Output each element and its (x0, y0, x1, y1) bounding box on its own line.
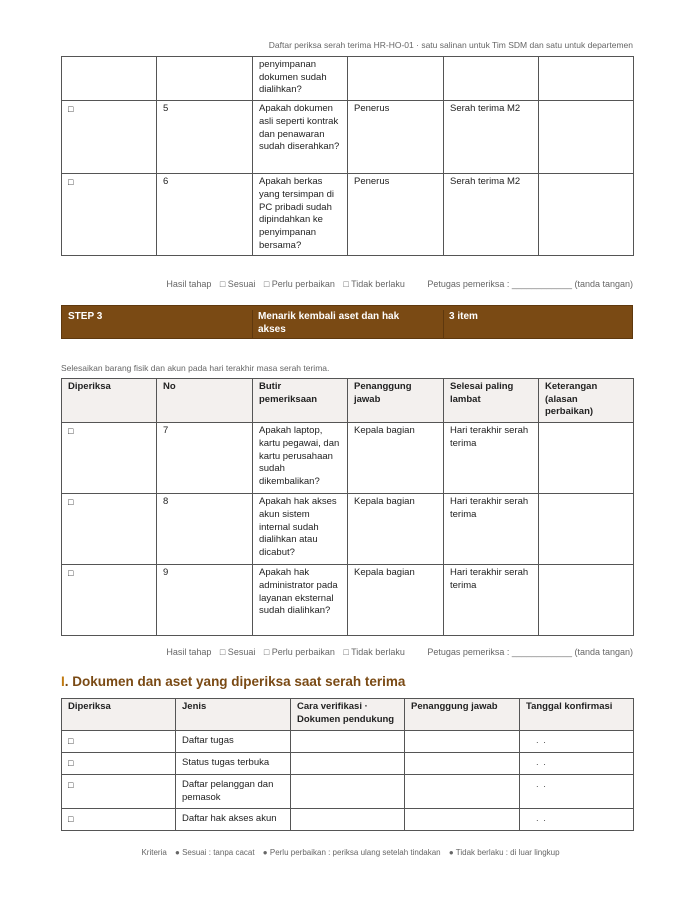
pic-cell: Penerus (348, 174, 444, 256)
step-divider (252, 310, 253, 338)
note-cell[interactable] (539, 494, 634, 565)
table-row (62, 565, 634, 636)
table-row (62, 423, 634, 494)
step-title: Menarik kembali aset dan hak akses (258, 311, 400, 335)
table-row (62, 57, 634, 101)
item-cell: Apakah hak administrator pada layanan eksternal sudah dialihkan? (253, 565, 348, 636)
step-3-note: Selesaikan barang fisik dan akun pada hari terakhir masa serah terima. (61, 363, 330, 373)
type-cell: Daftar pelanggan dan pemasok (176, 775, 291, 809)
criteria-footer (0, 848, 695, 857)
pic-cell[interactable] (405, 809, 520, 831)
pic-cell: Kepala bagian (348, 423, 444, 494)
header-pic: Penanggung jawab (348, 379, 444, 423)
criteria-na: ● Tidak berlaku : di luar lingkup (448, 848, 560, 857)
stage-result-fix-option[interactable]: □ Perlu perbaikan (263, 647, 335, 657)
check-cell[interactable] (62, 57, 157, 101)
check-cell[interactable]: □ (62, 731, 176, 753)
criteria-ok: ● Sesuai : tanpa cacat (175, 848, 255, 857)
header-deadline: Selesai paling lambat (444, 379, 539, 423)
no-cell (157, 57, 253, 101)
deadline-cell: Hari terakhir serah terima (444, 565, 539, 636)
method-cell[interactable] (291, 731, 405, 753)
stage-result-line (160, 647, 633, 657)
stage-officer-signature: Petugas pemeriksa : ____________ (tanda tangan) (427, 279, 633, 289)
method-cell[interactable] (291, 809, 405, 831)
stage-result-label: Hasil tahap (166, 647, 212, 657)
step-divider (443, 310, 444, 338)
document-header: Daftar periksa serah terima HR-HO-01 · satu salinan untuk Tim SDM dan satu untuk departemen (268, 40, 633, 50)
pic-cell (348, 57, 444, 101)
step-id: STEP 3 (68, 311, 103, 322)
check-cell[interactable]: □ (62, 494, 157, 565)
header-checked: Diperiksa (62, 699, 176, 731)
header-checked: Diperiksa (62, 379, 157, 423)
pic-cell[interactable] (405, 753, 520, 775)
method-cell[interactable] (291, 775, 405, 809)
check-cell[interactable]: □ (62, 423, 157, 494)
no-cell: 9 (157, 565, 253, 636)
no-cell: 6 (157, 174, 253, 256)
check-cell[interactable]: □ (62, 101, 157, 174)
note-cell[interactable] (539, 423, 634, 494)
stage-result-ok-option[interactable]: □ Sesuai (219, 279, 256, 289)
note-cell[interactable] (539, 101, 634, 174)
check-cell[interactable]: □ (62, 565, 157, 636)
criteria-label: Kriteria (141, 848, 167, 857)
deadline-cell (444, 57, 539, 101)
deadline-cell: Serah terima M2 (444, 174, 539, 256)
header-no: No (157, 379, 253, 423)
deadline-cell: Hari terakhir serah terima (444, 494, 539, 565)
table-header-row (62, 379, 634, 423)
stage-result-na-option[interactable]: □ Tidak berlaku (343, 647, 405, 657)
item-cell: Apakah berkas yang tersimpan di PC pribadi sudah dipindahkan ke penyimpanan bersama? (253, 174, 348, 256)
check-cell[interactable]: □ (62, 775, 176, 809)
item-cell: Apakah hak akses akun sistem internal sudah dialihkan atau dicabut? (253, 494, 348, 565)
criteria-fix: ● Perlu perbaikan : periksa ulang setelah tindakan (262, 848, 441, 857)
table-row (62, 174, 634, 256)
section-number: I (61, 674, 65, 689)
pic-cell: Kepala bagian (348, 565, 444, 636)
header-date: Tanggal konfirmasi (520, 699, 634, 731)
no-cell: 7 (157, 423, 253, 494)
table-header-row (62, 699, 634, 731)
check-cell[interactable]: □ (62, 174, 157, 256)
section-title-text: . Dokumen dan aset yang diperiksa saat serah terima (64, 674, 406, 689)
assets-table (61, 698, 634, 831)
table-row (62, 731, 634, 753)
item-cell: penyimpanan dokumen sudah dialihkan? (253, 57, 348, 101)
step-item-count: 3 item (449, 311, 478, 322)
header-item: Butir pemeriksaan (253, 379, 348, 423)
deadline-cell: Serah terima M2 (444, 101, 539, 174)
item-cell: Apakah dokumen asli seperti kontrak dan penawaran sudah diserahkan? (253, 101, 348, 174)
pic-cell: Penerus (348, 101, 444, 174)
checklist-table-continued (61, 56, 634, 256)
note-cell[interactable] (539, 565, 634, 636)
type-cell: Daftar hak akses akun (176, 809, 291, 831)
stage-result-na-option[interactable]: □ Tidak berlaku (343, 279, 405, 289)
date-cell[interactable]: . . (520, 753, 634, 775)
item-cell: Apakah laptop, kartu pegawai, dan kartu perusahaan sudah dikembalikan? (253, 423, 348, 494)
stage-result-ok-option[interactable]: □ Sesuai (219, 647, 256, 657)
table-row (62, 101, 634, 174)
pic-cell[interactable] (405, 731, 520, 753)
stage-officer-signature: Petugas pemeriksa : ____________ (tanda tangan) (427, 647, 633, 657)
pic-cell: Kepala bagian (348, 494, 444, 565)
type-cell: Daftar tugas (176, 731, 291, 753)
check-cell[interactable]: □ (62, 809, 176, 831)
header-note: Keterangan (alasan perbaikan) (539, 379, 634, 423)
stage-result-line (160, 279, 633, 289)
type-cell: Status tugas terbuka (176, 753, 291, 775)
pic-cell[interactable] (405, 775, 520, 809)
stage-result-fix-option[interactable]: □ Perlu perbaikan (263, 279, 335, 289)
checklist-table-step-3 (61, 378, 634, 636)
header-pic: Penanggung jawab (405, 699, 520, 731)
deadline-cell: Hari terakhir serah terima (444, 423, 539, 494)
note-cell[interactable] (539, 174, 634, 256)
table-row (62, 775, 634, 809)
table-row (62, 753, 634, 775)
table-row (62, 809, 634, 831)
table-row (62, 494, 634, 565)
date-cell[interactable]: . . (520, 731, 634, 753)
note-cell[interactable] (539, 57, 634, 101)
no-cell: 5 (157, 101, 253, 174)
stage-result-label: Hasil tahap (166, 279, 212, 289)
date-cell[interactable]: . . (520, 775, 634, 809)
date-cell[interactable]: . . (520, 809, 634, 831)
check-cell[interactable]: □ (62, 753, 176, 775)
method-cell[interactable] (291, 753, 405, 775)
header-method: Cara verifikasi · Dokumen pendukung (291, 699, 405, 731)
header-type: Jenis (176, 699, 291, 731)
section-title (61, 674, 405, 689)
no-cell: 8 (157, 494, 253, 565)
step-3-banner (61, 305, 633, 339)
